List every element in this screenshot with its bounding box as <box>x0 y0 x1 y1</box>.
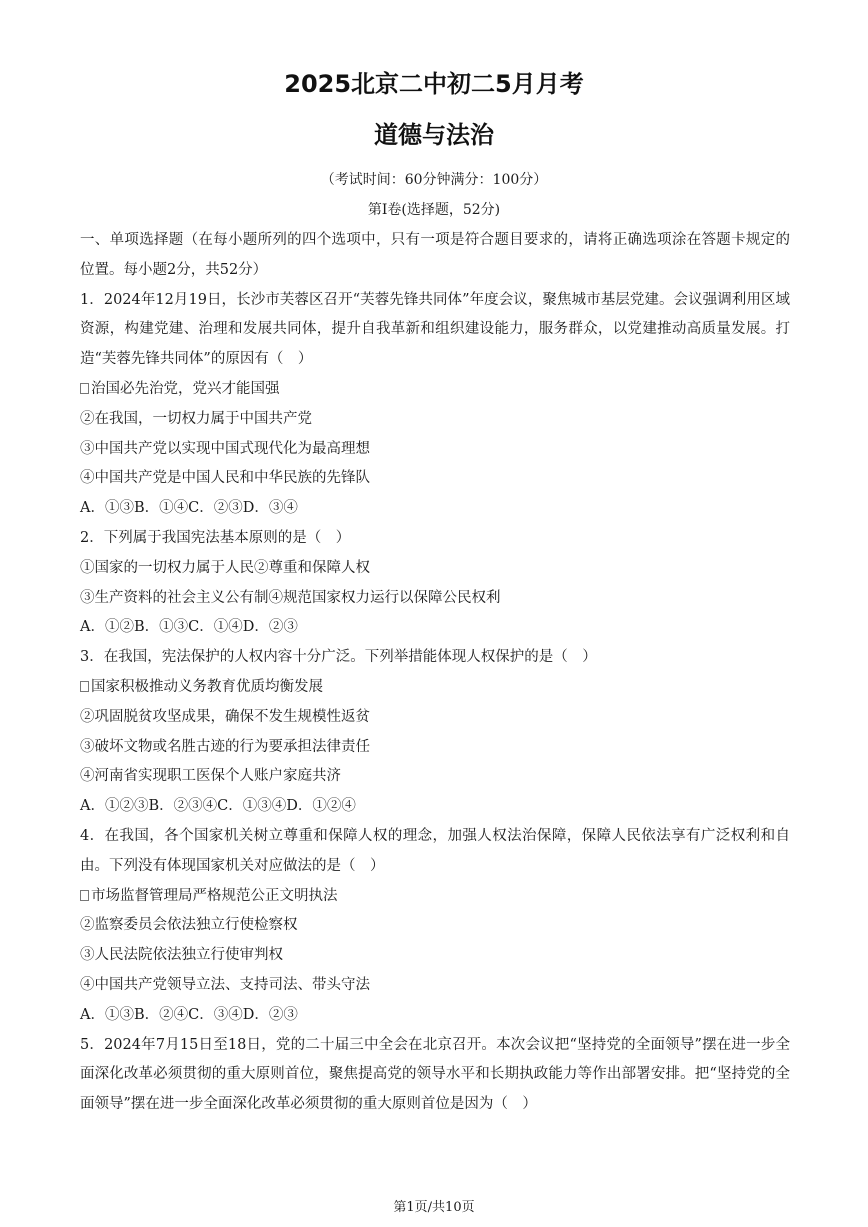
question-4-option-2: ②监察委员会依法独立行使检察权 <box>80 917 298 934</box>
page-number: 第1页/共10页 <box>393 1200 475 1215</box>
question-2-options-line-2: ③生产资料的社会主义公有制④规范国家权力运行以保障公民权利 <box>80 589 501 606</box>
question-4-stem: 4．在我国，各个国家机关树立尊重和保障人权的理念，加强人权法治保障，保障人民依法享有广泛权利和自由。下列没有体现国家机关对应做法的是（ ） <box>80 827 790 874</box>
question-3-option-2: ②巩固脱贫攻坚成果，确保不发生规模性返贫 <box>80 708 370 725</box>
question-2-stem: 2．下列属于我国宪法基本原则的是（ ） <box>80 529 351 546</box>
subject-title: 道德与法治 <box>374 121 494 149</box>
question-1-stem: 1．2024年12月19日，长沙市芙蓉区召开“芙蓉先锋共同体”年度会议，聚焦城市基层党建。会议强调利用区域资源，构建党建、治理和发展共同体，提升自我革新和组织建设能力，服务群众，以党建推动高质量发展。打造“芙蓉先锋共同体”的原因有（ ） <box>80 291 790 368</box>
question-2-answers: A．①②B．①③C．①④D．②③ <box>80 619 298 636</box>
question-1-option-4: ④中国共产党是中国人民和中华民族的先锋队 <box>80 470 370 487</box>
question-3-option-3: ③破坏文物或名胜古迹的行为要承担法律责任 <box>80 738 370 755</box>
missing-glyph-box-icon <box>80 890 89 901</box>
missing-glyph-box-icon <box>80 681 89 692</box>
exam-info: （考试时间：60分钟满分：100分） <box>320 172 548 188</box>
question-4-answers: A．①③B．②④C．③④D．②③ <box>80 1006 298 1023</box>
part-label: 第Ⅰ卷(选择题，52分) <box>367 202 501 218</box>
question-1-answers: A．①③B．①④C．②③D．③④ <box>80 500 298 517</box>
question-5-stem: 5．2024年7月15日至18日，党的二十届三中全会在北京召开。本次会议把“坚持党的全面领导”摆在进一步全面深化改革必须贯彻的重大原则首位，聚焦提高党的领导水平和长期执政能力等作出部署安排。把“坚持党的全面领导”摆在进一步全面深化改革必须贯彻的重大原则首位是因为（ ） <box>80 1036 790 1113</box>
missing-glyph-box-icon <box>80 383 89 394</box>
question-4-option-4: ④中国共产党领导立法、支持司法、带头守法 <box>80 976 370 993</box>
question-4-option-3: ③人民法院依法独立行使审判权 <box>80 947 283 964</box>
question-4-option-1: 市场监督管理局严格规范公正文明执法 <box>80 882 790 912</box>
question-1-option-1: 治国必先治党，党兴才能国强 <box>80 375 790 405</box>
question-1-option-2: ②在我国，一切权力属于中国共产党 <box>80 410 312 427</box>
question-1-option-3: ③中国共产党以实现中国式现代化为最高理想 <box>80 440 370 457</box>
question-2-options-line-1: ①国家的一切权力属于人民②尊重和保障人权 <box>80 559 370 576</box>
question-3-option-4: ④河南省实现职工医保个人账户家庭共济 <box>80 768 341 785</box>
exam-title: 2025北京二中初二5月月考 <box>284 70 584 98</box>
question-3-option-1: 国家积极推动义务教育优质均衡发展 <box>80 673 790 703</box>
question-3-answers: A．①②③B．②③④C．①③④D．①②④ <box>80 798 356 815</box>
question-3-stem: 3．在我国，宪法保护的人权内容十分广泛。下列举措能体现人权保护的是（ ） <box>80 649 597 666</box>
section-heading: 一、单项选择题（在每小题所列的四个选项中，只有一项是符合题目要求的，请将正确选项涂在答题卡规定的位置。每小题2分，共52分） <box>80 232 790 278</box>
question-content <box>80 226 790 1120</box>
